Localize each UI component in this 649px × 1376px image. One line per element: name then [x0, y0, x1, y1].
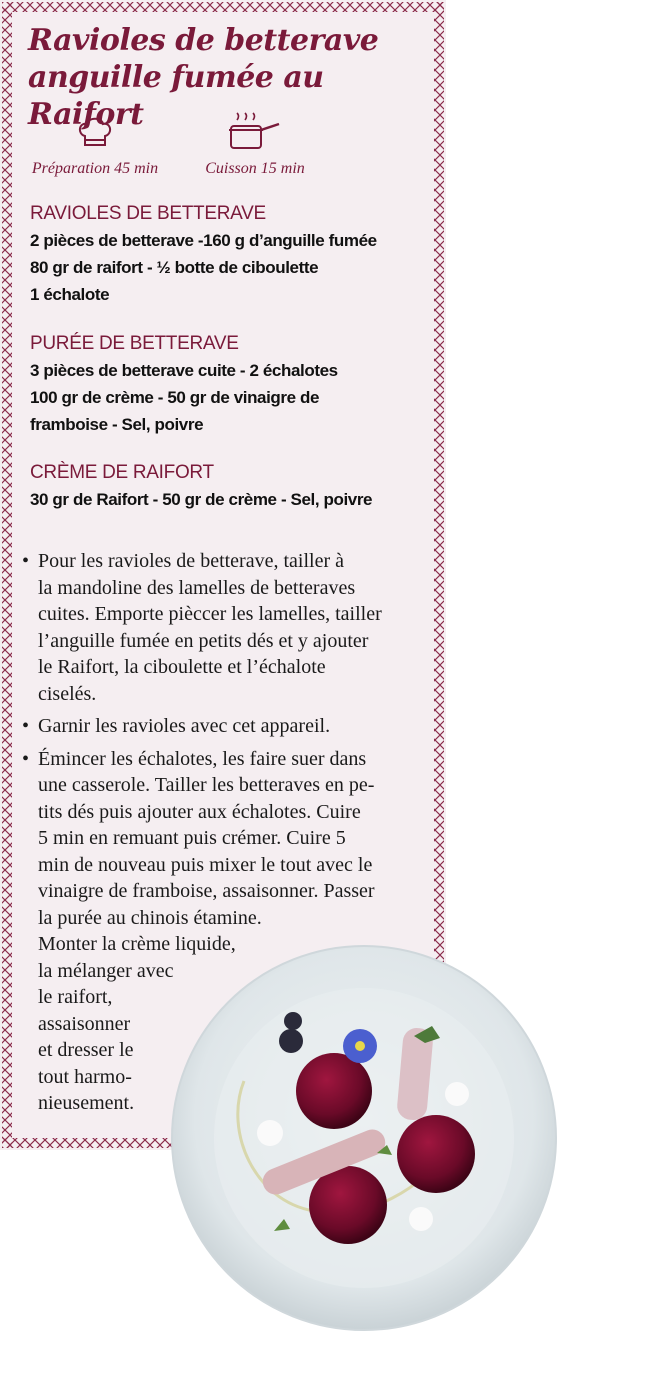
step-line: l’anguille fumée en petits dés et y ajouter: [38, 629, 369, 652]
step-line: la mélanger avec: [38, 959, 174, 982]
prep-label: Préparation 45 min: [31, 160, 159, 177]
ingredient-line: 100 gr de crème - 50 gr de vinaigre de: [30, 388, 320, 407]
step-line: Pour les ravioles de betterave, tailler à: [38, 550, 344, 572]
title-line-2: anguille fumée au Raifort: [28, 60, 324, 132]
step-line: tits dés puis ajouter aux échalotes. Cuire: [38, 800, 361, 823]
chef-hat-icon: [75, 112, 115, 152]
step-line: une casserole. Tailler les betteraves en pe-: [38, 774, 375, 796]
step-line: tout harmo-: [38, 1065, 132, 1088]
step-line: min de nouveau puis mixer le tout avec le: [38, 853, 373, 876]
plated-dish-photo: [164, 941, 564, 1341]
cook-label: Cuisson 15 min: [205, 160, 305, 177]
step-line: nieusement.: [38, 1092, 135, 1114]
step-line: le raifort,: [38, 986, 113, 1008]
cooking-pot-icon: [227, 112, 283, 152]
ingredient-line: 2 pièces de betterave -160 g d’anguille fumée: [30, 231, 377, 250]
step-line: la purée au chinois étamine.: [38, 906, 262, 929]
prep-time: [20, 112, 170, 178]
step-line: Monter la crème liquide,: [38, 933, 236, 955]
section-creme: [30, 460, 430, 513]
ingredient-line: framboise - Sel, poivre: [30, 415, 204, 434]
bullet: •: [22, 747, 30, 770]
bullet: •: [22, 715, 30, 737]
ingredient-line: 80 gr de raifort - ½ botte de ciboulette: [30, 258, 319, 277]
step-line: assaisonner: [38, 1012, 131, 1035]
ingredient-line: 30 gr de Raifort - 50 gr de crème - Sel, poivre: [30, 490, 373, 509]
instruction-step: [22, 713, 432, 740]
instruction-step: [22, 548, 432, 707]
section-heading: RAVIOLES DE BETTERAVE: [30, 203, 266, 224]
section-ravioles: [30, 201, 430, 308]
cook-time: [180, 112, 330, 178]
step-line: ciselés.: [38, 682, 97, 705]
title-line-1: Ravioles de betterave: [28, 23, 379, 58]
section-puree: [30, 331, 430, 438]
bullet: •: [22, 550, 30, 572]
ingredient-line: 3 pièces de betterave cuite - 2 échalotes: [30, 361, 338, 380]
step-line: cuites. Emporte pièccer les lamelles, tailler: [38, 603, 382, 625]
step-line: Émincer les échalotes, les faire suer dans: [38, 747, 367, 770]
section-heading: PURÉE DE BETTERAVE: [30, 333, 239, 354]
step-line: vinaigre de framboise, assaisonner. Passer: [38, 880, 375, 902]
step-line: le Raifort, la ciboulette et l’échalote: [38, 656, 326, 678]
step-line: et dresser le: [38, 1039, 134, 1061]
step-line: 5 min en remuant puis crémer. Cuire 5: [38, 827, 346, 849]
step-line: Garnir les ravioles avec cet appareil.: [38, 715, 331, 737]
step-line: la mandoline des lamelles de betteraves: [38, 576, 356, 599]
ingredient-line: 1 échalote: [30, 285, 110, 304]
section-heading: CRÈME DE RAIFORT: [30, 462, 214, 483]
